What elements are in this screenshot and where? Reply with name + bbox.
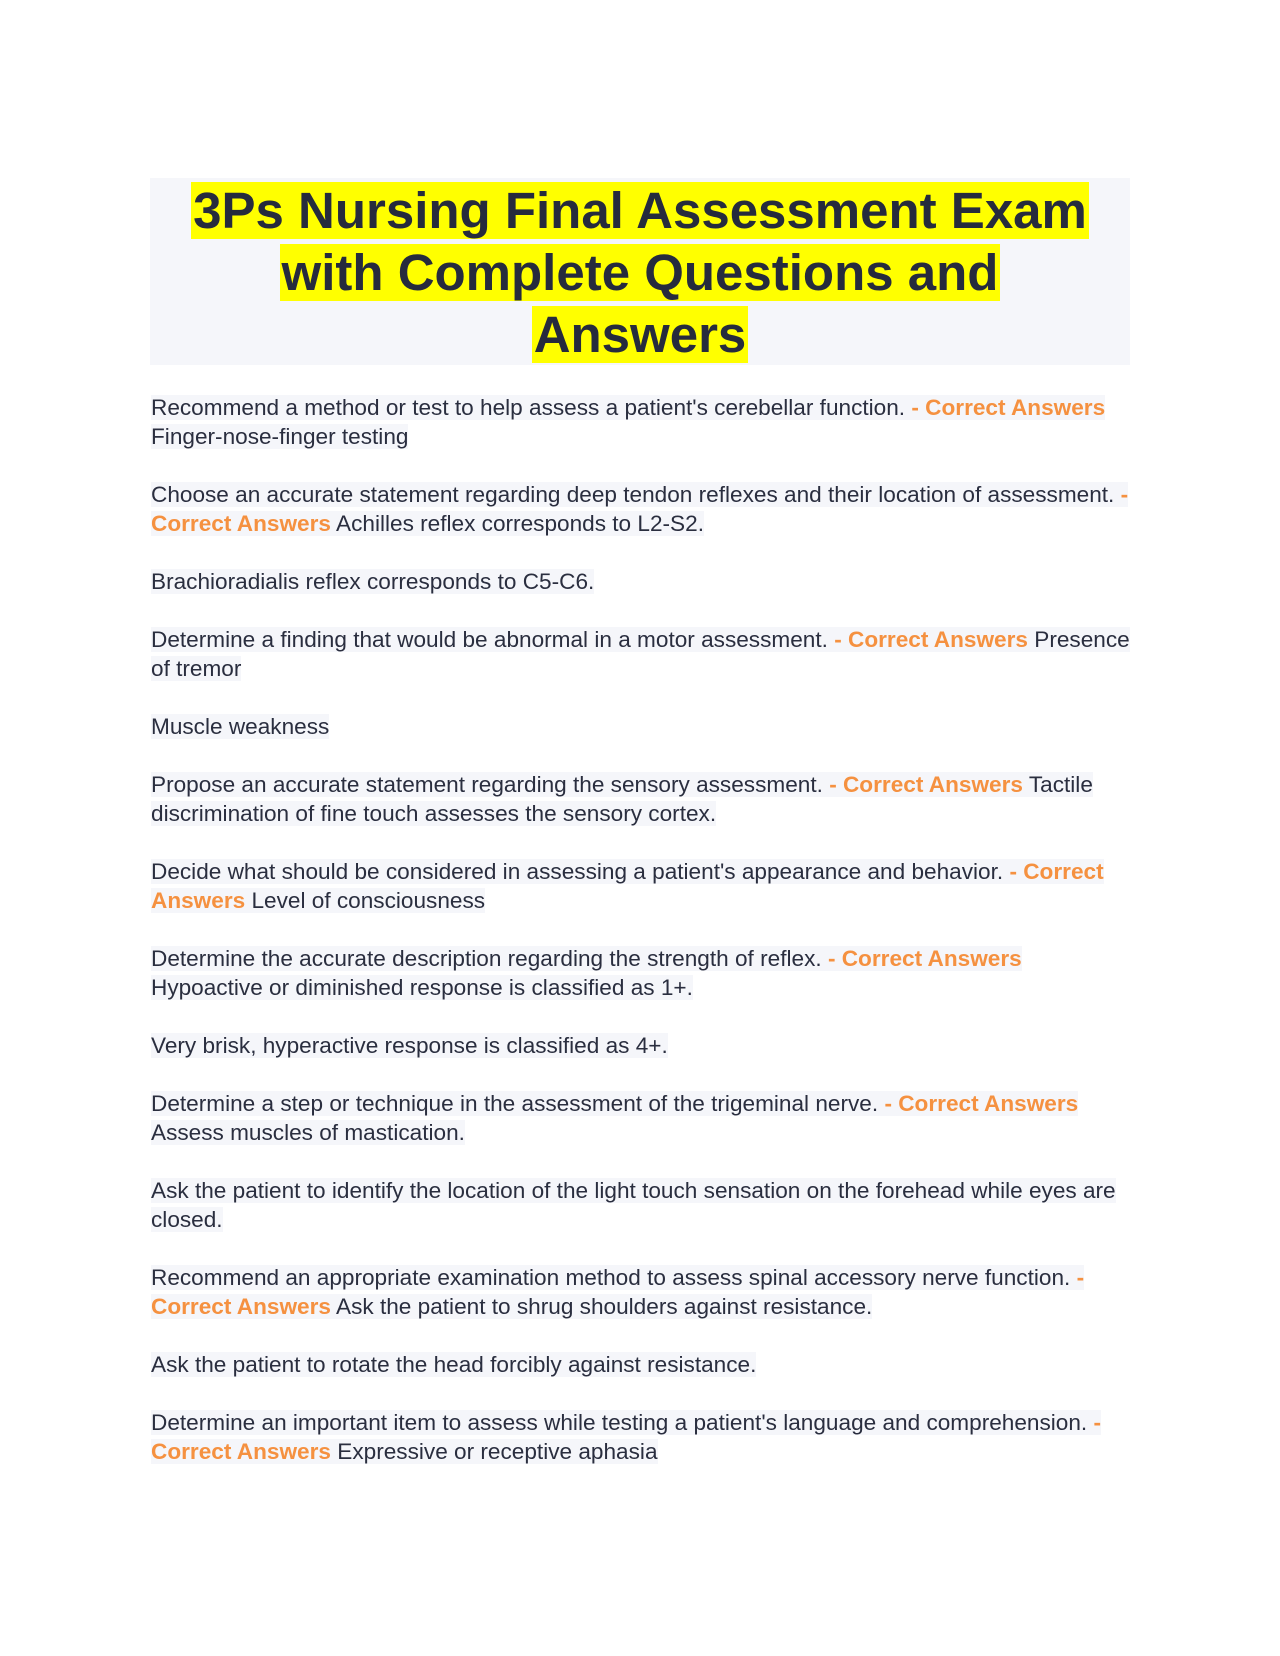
- qa-item: [150, 393, 1130, 451]
- document-page: [150, 178, 1130, 1495]
- correct-answers-marker: - Correct Answers: [827, 946, 1022, 971]
- answer-text: Very brisk, hyperactive response is classified as 4+.: [151, 1033, 668, 1058]
- qa-item: [150, 480, 1130, 538]
- correct-answers-marker: - Correct Answers: [911, 395, 1106, 420]
- answer-text: Tactile discrimination of fine touch assesses the sensory cortex.: [151, 772, 1093, 826]
- title-line-2: with Complete Questions and: [281, 244, 999, 301]
- answer-text: Ask the patient to rotate the head forcibly against resistance.: [151, 1352, 757, 1377]
- question-text: Propose an accurate statement regarding the sensory assessment.: [151, 772, 823, 797]
- answer-item: [150, 1031, 1130, 1060]
- question-text: Decide what should be considered in assessing a patient's appearance and behavior.: [151, 859, 1004, 884]
- answer-text: Expressive or receptive aphasia: [337, 1439, 658, 1464]
- answer-text: Ask the patient to shrug shoulders against resistance.: [336, 1294, 873, 1319]
- qa-item: [150, 770, 1130, 828]
- answer-text: Muscle weakness: [151, 714, 330, 739]
- document-title: [150, 180, 1130, 366]
- answer-text: Finger-nose-finger testing: [151, 424, 409, 449]
- question-text: Determine an important item to assess while testing a patient's language and comprehension.: [151, 1410, 1088, 1435]
- title-line-3: Answers: [533, 306, 747, 363]
- answer-item: [150, 1176, 1130, 1234]
- answer-text: Assess muscles of mastication.: [151, 1120, 465, 1145]
- answer-text: Presence of tremor: [151, 627, 1130, 681]
- question-text: Choose an accurate statement regarding deep tendon reflexes and their location of assessment.: [151, 482, 1115, 507]
- qa-content: [150, 393, 1130, 1466]
- answer-text: Ask the patient to identify the location of the light touch sensation on the forehead while eyes are closed.: [151, 1178, 1116, 1232]
- title-line-1: 3Ps Nursing Final Assessment Exam: [193, 182, 1087, 239]
- question-text: Determine the accurate description regarding the strength of reflex.: [151, 946, 822, 971]
- qa-item: [150, 1408, 1130, 1466]
- qa-item: [150, 1263, 1130, 1321]
- correct-answers-marker: - Correct Answers: [884, 1091, 1079, 1116]
- title-block: [150, 178, 1130, 365]
- qa-item: [150, 944, 1130, 1002]
- correct-answers-marker: - Correct Answers: [151, 1265, 1085, 1319]
- correct-answers-marker: - Correct Answers: [151, 859, 1104, 913]
- answer-item: [150, 712, 1130, 741]
- question-text: Determine a step or technique in the assessment of the trigeminal nerve.: [151, 1091, 879, 1116]
- answer-text: Brachioradialis reflex corresponds to C5-C6.: [151, 569, 595, 594]
- answer-text: Hypoactive or diminished response is classified as 1+.: [151, 975, 693, 1000]
- qa-item: [150, 1089, 1130, 1147]
- correct-answers-marker: - Correct Answers: [151, 482, 1129, 536]
- answer-text: Level of consciousness: [251, 888, 486, 913]
- answer-text: Achilles reflex corresponds to L2-S2.: [336, 511, 704, 536]
- correct-answers-marker: - Correct Answers: [834, 627, 1028, 652]
- question-text: Determine a finding that would be abnormal in a motor assessment.: [151, 627, 828, 652]
- answer-item: [150, 1350, 1130, 1379]
- question-text: Recommend an appropriate examination method to assess spinal accessory nerve function.: [151, 1265, 1071, 1290]
- correct-answers-marker: - Correct Answers: [829, 772, 1023, 797]
- correct-answers-marker: - Correct Answers: [151, 1410, 1102, 1464]
- answer-item: [150, 567, 1130, 596]
- question-text: Recommend a method or test to help assess a patient's cerebellar function.: [151, 395, 906, 420]
- qa-item: [150, 625, 1130, 683]
- qa-item: [150, 857, 1130, 915]
